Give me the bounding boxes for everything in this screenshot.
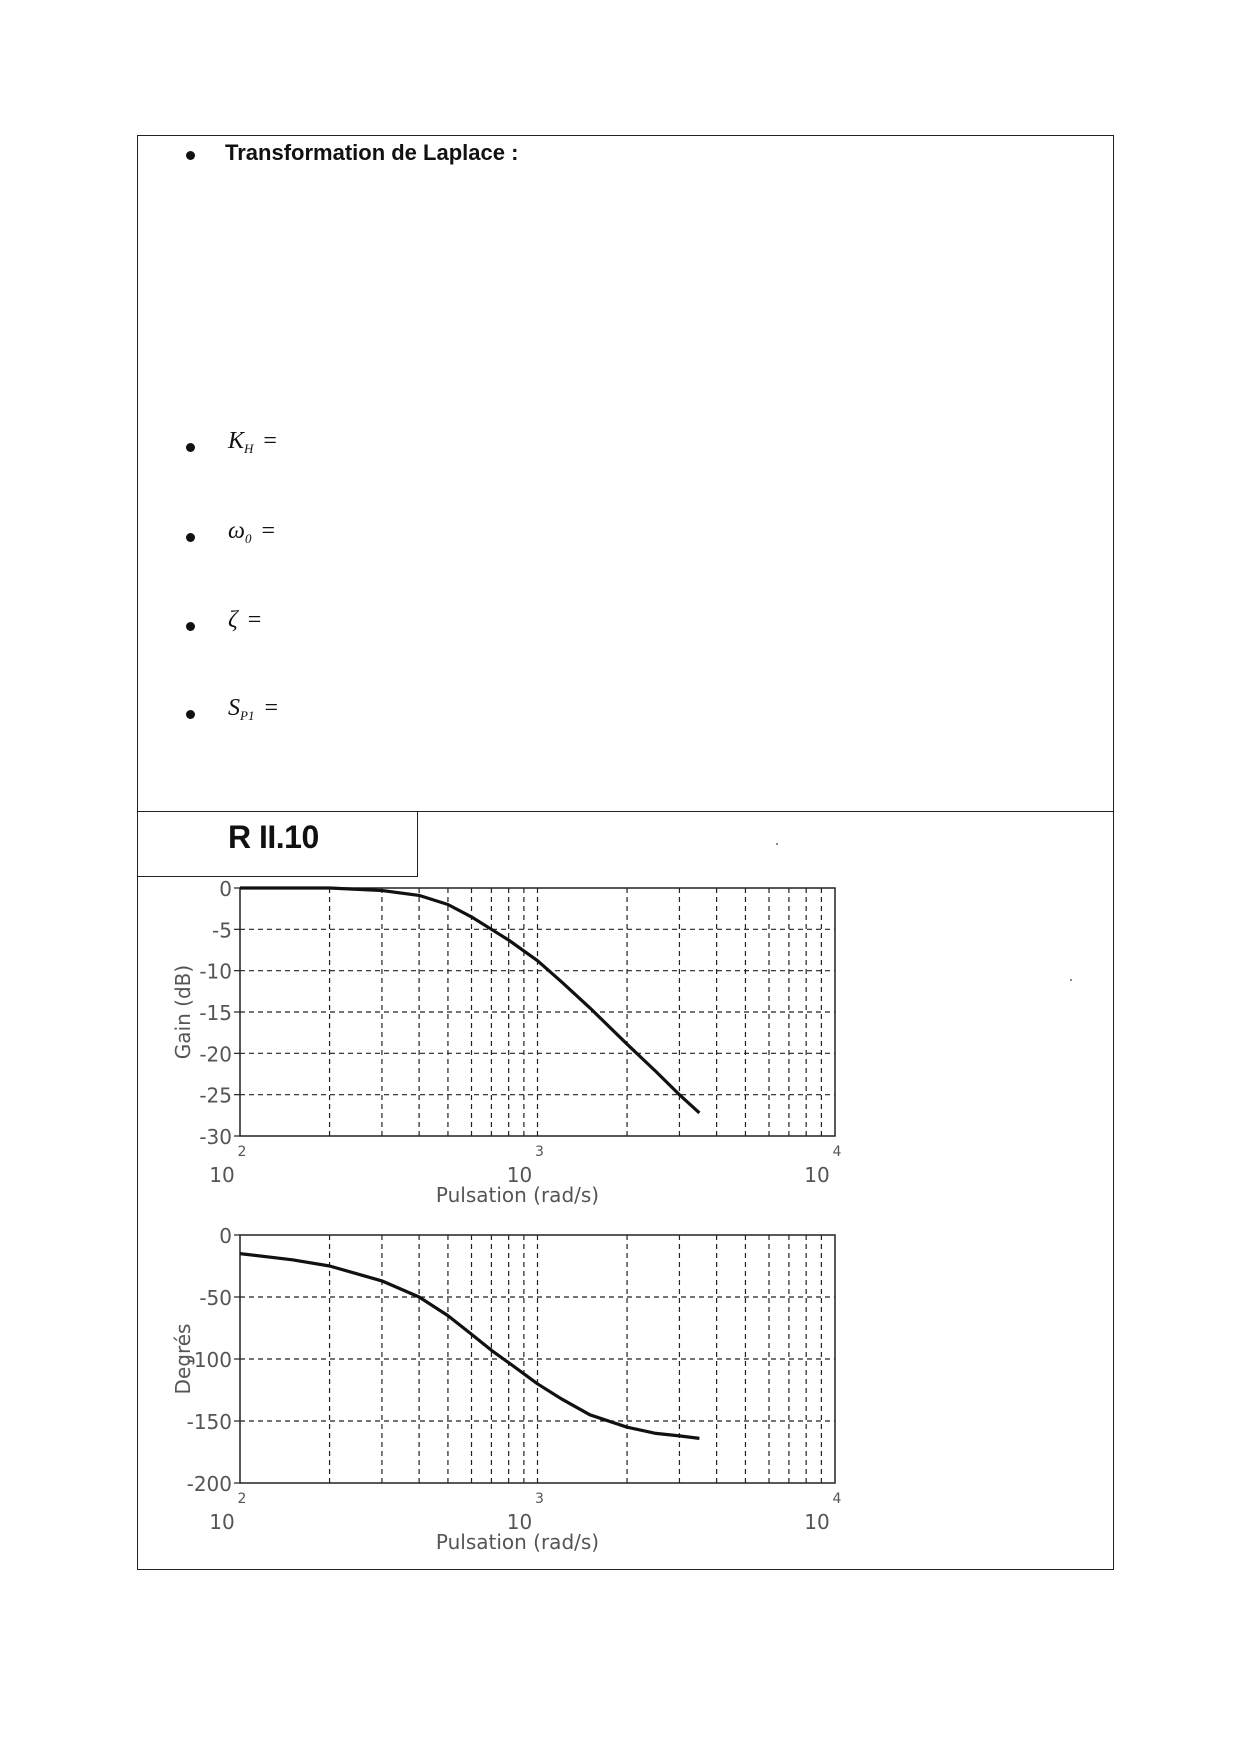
sp1-symbol: S: [228, 695, 240, 721]
gain-ytick-label: -10: [199, 959, 232, 984]
bullet-icon: [186, 533, 195, 542]
bullet-icon: [186, 151, 195, 160]
gain-xtick-exp: 3: [535, 1144, 544, 1160]
sp1-equals: =: [264, 695, 278, 721]
gain-xlabel: Pulsation (rad/s): [435, 1183, 600, 1207]
phase-response-curve: [240, 1254, 699, 1439]
kh-subscript: H: [244, 441, 254, 456]
gain-ytick-label: -15: [199, 1001, 232, 1025]
phase-xtick-exp: 4: [832, 1491, 842, 1507]
scan-speck: [1070, 979, 1072, 981]
sp1-field[interactable]: [228, 695, 278, 724]
gain-xtick-exp: 2: [237, 1144, 247, 1160]
gain-ytick-label: -25: [199, 1083, 232, 1108]
gain-xtick-base: 10: [506, 1163, 533, 1187]
zeta-symbol: ζ: [228, 607, 238, 633]
laplace-title: Transformation de Laplace :: [225, 140, 519, 165]
phase-ytick-label: -100: [186, 1348, 232, 1372]
phase-ytick-label: -50: [199, 1286, 232, 1310]
omega0-field[interactable]: [228, 518, 275, 547]
section-label: R II.10: [228, 819, 319, 855]
kh-equals: =: [263, 428, 277, 454]
phase-ytick-label: -150: [186, 1410, 232, 1434]
gain-ytick-label: 0: [219, 877, 232, 901]
bullet-icon: [186, 622, 195, 631]
phase-ytick-label: -200: [186, 1472, 232, 1496]
phase-plot: [150, 1217, 850, 1567]
scan-speck: [776, 843, 778, 845]
bullet-icon: [186, 443, 195, 452]
gain-ytick-label: -20: [199, 1042, 232, 1067]
phase-xtick-base: 10: [506, 1510, 533, 1534]
gain-ylabel: Gain (dB): [171, 964, 195, 1060]
omega0-subscript: 0: [244, 531, 252, 546]
phase-xtick-exp: 3: [535, 1491, 544, 1507]
zeta-field[interactable]: [228, 607, 261, 636]
phase-ylabel: Degrés: [171, 1323, 195, 1395]
zeta-equals: =: [247, 607, 262, 633]
gain-xtick-base: 10: [209, 1163, 235, 1187]
sp1-subscript: P1: [240, 708, 255, 723]
gain-response-curve: [240, 888, 699, 1113]
gain-ytick-label: -5: [212, 918, 232, 943]
gain-xtick-base: 10: [804, 1163, 830, 1187]
phase-xtick-base: 10: [209, 1510, 235, 1534]
gain-xtick-exp: 4: [832, 1144, 842, 1160]
kh-symbol: K: [228, 428, 245, 454]
phase-xtick-base: 10: [804, 1510, 830, 1534]
section-label-box: [138, 811, 418, 877]
phase-xtick-exp: 2: [237, 1491, 247, 1507]
phase-ytick-label: 0: [219, 1224, 232, 1248]
bullet-icon: [186, 710, 195, 719]
omega0-symbol: ω: [228, 518, 245, 544]
omega0-equals: =: [261, 518, 275, 544]
kh-field[interactable]: [228, 428, 277, 457]
phase-xlabel: Pulsation (rad/s): [435, 1530, 600, 1554]
gain-plot: [150, 870, 850, 1220]
gain-ytick-label: -30: [199, 1125, 232, 1149]
